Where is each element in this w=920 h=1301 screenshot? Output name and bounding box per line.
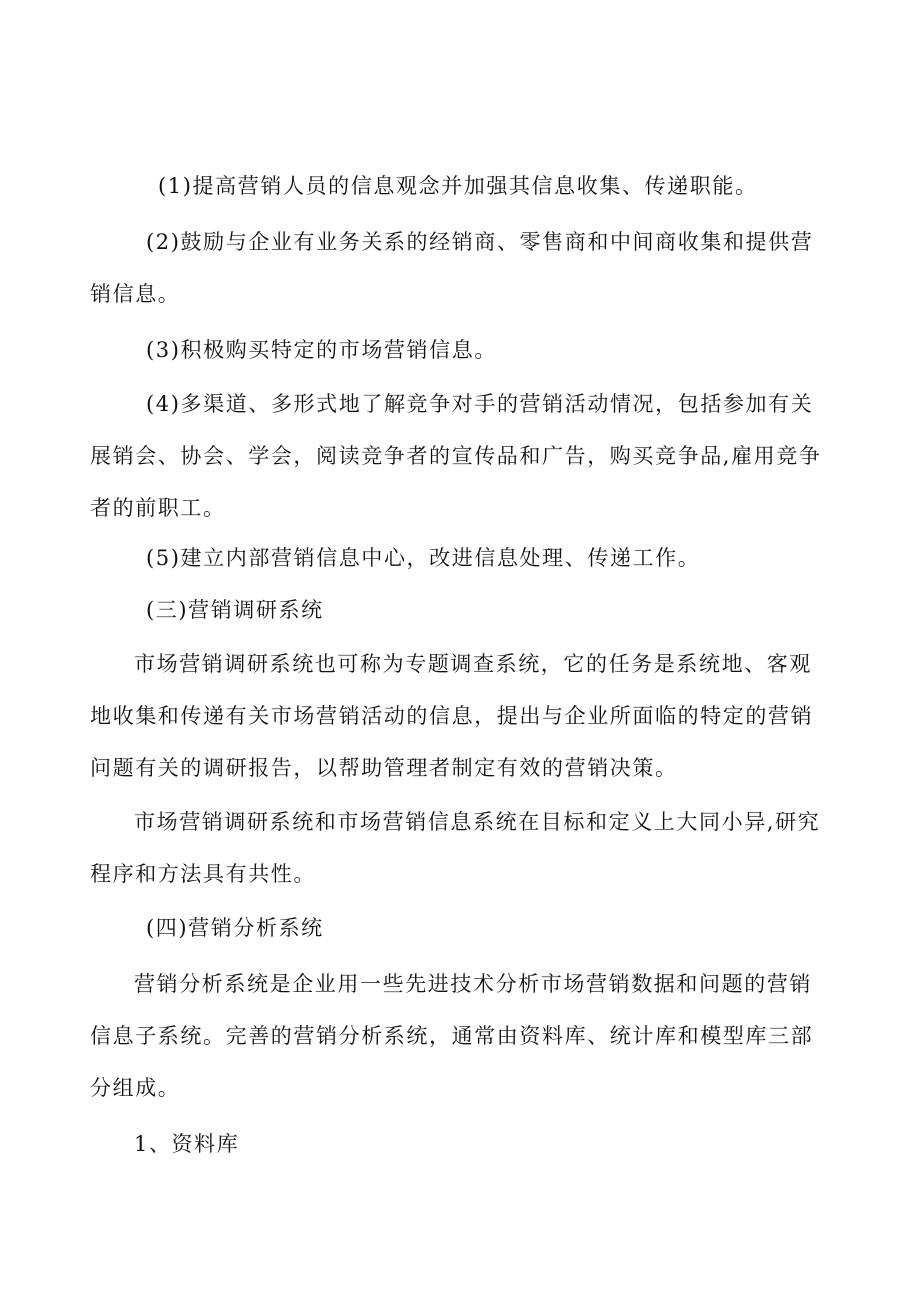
paragraph-analysis-system: 营销分析系统是企业用一些先进技术分析市场营销数据和问题的营销信息子系统。完善的营销分析系统，通常由资料库、统计库和模型库三部分组成。 — [90, 972, 814, 1100]
paragraph-item-4: (4)多渠道、多形式地了解竞争对手的营销活动情况，包括参加有关展销会、协会、学会，阅读竞争者的宣传品和广告，购买竞争品,雇用竞争者的前职工。 — [90, 392, 822, 520]
subheading-database: 1、资料库 — [134, 1132, 240, 1156]
paragraph-item-2: (2)鼓励与企业有业务关系的经销商、零售商和中间商收集和提供营销信息。 — [90, 230, 814, 306]
paragraph-research-vs-info: 市场营销调研系统和市场营销信息系统在目标和定义上大同小异,研究程序和方法具有共性。 — [90, 810, 821, 886]
paragraph-research-system: 市场营销调研系统也可称为专题调查系统，它的任务是系统地、客观地收集和传递有关市场营销活动的信息，提出与企业所面临的特定的营销问题有关的调研报告，以帮助管理者制定有效的营销决策。 — [90, 652, 814, 780]
section-heading-4: (四)营销分析系统 — [146, 916, 324, 940]
paragraph-item-3: (3)积极购买特定的市场营销信息。 — [146, 338, 497, 362]
paragraph-item-5: (5)建立内部营销信息中心，改进信息处理、传递工作。 — [146, 546, 701, 570]
section-heading-3: (三)营销调研系统 — [146, 598, 324, 622]
paragraph-item-1: (1)提高营销人员的信息观念并加强其信息收集、传递职能。 — [158, 174, 758, 198]
